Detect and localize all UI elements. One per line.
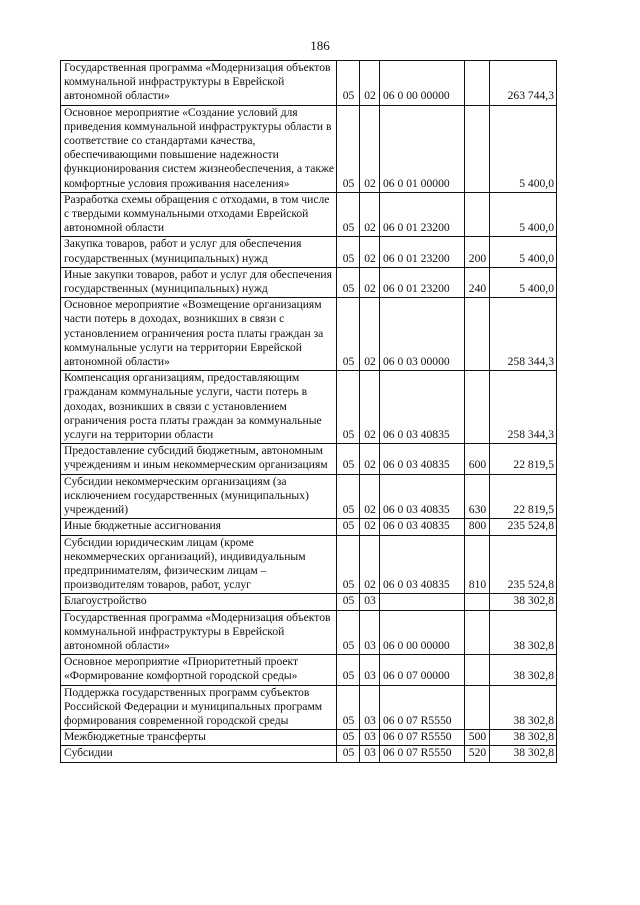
row-target-article-code: 06 0 00 00000 [380,61,465,106]
row-target-article-code: 06 0 07 R5550 [380,730,465,746]
table-row [61,594,557,610]
row-name: Субсидии юридическим лицам (кроме некоммерческих организаций), индивидуальным предпринимателям, физическим лицам – производителям товаров, работ, услуг [61,535,337,594]
row-target-article-code: 06 0 01 23200 [380,192,465,237]
row-amount: 38 302,8 [490,655,557,685]
row-name: Разработка схемы обращения с отходами, в том числе с твердыми коммунальными отходами Еврейской автономной области [61,192,337,237]
table-row [61,298,557,371]
row-name: Иные закупки товаров, работ и услуг для обеспечения государственных (муниципальных) нужд [61,267,337,297]
row-section-code: 05 [337,535,360,594]
table-row [61,730,557,746]
row-section-code: 05 [337,61,360,106]
row-expense-type-code [465,192,490,237]
row-target-article-code: 06 0 07 R5550 [380,685,465,730]
row-target-article-code: 06 0 00 00000 [380,610,465,655]
row-section-code: 05 [337,655,360,685]
row-expense-type-code: 600 [465,444,490,474]
row-target-article-code: 06 0 07 R5550 [380,746,465,762]
row-target-article-code: 06 0 03 40835 [380,535,465,594]
row-amount: 235 524,8 [490,519,557,535]
table-row [61,519,557,535]
row-subsection-code: 03 [360,746,380,762]
table-row [61,746,557,762]
row-expense-type-code [465,371,490,444]
row-expense-type-code [465,655,490,685]
row-amount: 5 400,0 [490,267,557,297]
row-section-code: 05 [337,610,360,655]
row-target-article-code: 06 0 01 00000 [380,105,465,192]
table-row [61,61,557,106]
row-target-article-code: 06 0 07 00000 [380,655,465,685]
row-name: Поддержка государственных программ субъектов Российской Федерации и муниципальных программ формирования современной городской среды [61,685,337,730]
row-expense-type-code [465,105,490,192]
row-amount: 263 744,3 [490,61,557,106]
row-section-code: 05 [337,474,360,519]
row-subsection-code: 02 [360,192,380,237]
table-row [61,267,557,297]
row-name: Предоставление субсидий бюджетным, автономным учреждениям и иным некоммерческим организациям [61,444,337,474]
row-target-article-code: 06 0 01 23200 [380,267,465,297]
row-expense-type-code [465,610,490,655]
row-section-code: 05 [337,519,360,535]
row-section-code: 05 [337,192,360,237]
row-subsection-code: 02 [360,267,380,297]
row-subsection-code: 02 [360,105,380,192]
row-subsection-code: 03 [360,655,380,685]
page-number: 186 [310,38,330,53]
table-row [61,535,557,594]
row-amount: 38 302,8 [490,730,557,746]
row-name: Субсидии некоммерческим организациям (за исключением государственных (муниципальных) учреждений) [61,474,337,519]
row-amount: 5 400,0 [490,105,557,192]
row-name: Иные бюджетные ассигнования [61,519,337,535]
row-expense-type-code: 240 [465,267,490,297]
row-name: Компенсация организациям, предоставляющим гражданам коммунальные услуги, части потерь в доходах, возникших в связи с установлением ограничения роста платы граждан за коммунальные услуги на территории области [61,371,337,444]
row-subsection-code: 03 [360,685,380,730]
row-subsection-code: 02 [360,519,380,535]
row-amount: 5 400,0 [490,192,557,237]
row-amount: 38 302,8 [490,594,557,610]
row-name: Благоустройство [61,594,337,610]
table-row [61,192,557,237]
row-expense-type-code: 200 [465,237,490,267]
row-target-article-code: 06 0 03 40835 [380,519,465,535]
row-amount: 38 302,8 [490,610,557,655]
row-subsection-code: 03 [360,610,380,655]
row-target-article-code: 06 0 01 23200 [380,237,465,267]
table-row [61,685,557,730]
row-name: Межбюджетные трансферты [61,730,337,746]
table-row [61,105,557,192]
table-row [61,237,557,267]
row-expense-type-code [465,61,490,106]
row-expense-type-code [465,685,490,730]
row-section-code: 05 [337,105,360,192]
row-name: Субсидии [61,746,337,762]
row-amount: 38 302,8 [490,685,557,730]
row-expense-type-code: 520 [465,746,490,762]
row-section-code: 05 [337,371,360,444]
row-name: Государственная программа «Модернизация объектов коммунальной инфраструктуры в Еврейской автономной области» [61,61,337,106]
row-section-code: 05 [337,730,360,746]
budget-table [60,60,557,763]
row-name: Основное мероприятие «Приоритетный проект «Формирование комфортной городской среды» [61,655,337,685]
row-subsection-code: 02 [360,444,380,474]
row-subsection-code: 02 [360,298,380,371]
row-expense-type-code: 630 [465,474,490,519]
table-row [61,655,557,685]
row-section-code: 05 [337,685,360,730]
row-section-code: 05 [337,267,360,297]
row-amount: 22 819,5 [490,474,557,519]
row-expense-type-code [465,298,490,371]
row-amount: 258 344,3 [490,371,557,444]
row-name: Закупка товаров, работ и услуг для обеспечения государственных (муниципальных) нужд [61,237,337,267]
table-row [61,610,557,655]
row-amount: 235 524,8 [490,535,557,594]
row-section-code: 05 [337,237,360,267]
row-target-article-code: 06 0 03 40835 [380,474,465,519]
row-subsection-code: 02 [360,61,380,106]
row-expense-type-code: 800 [465,519,490,535]
row-subsection-code: 03 [360,594,380,610]
row-amount: 38 302,8 [490,746,557,762]
table-row [61,371,557,444]
row-expense-type-code: 810 [465,535,490,594]
row-amount: 22 819,5 [490,444,557,474]
row-amount: 258 344,3 [490,298,557,371]
row-subsection-code: 02 [360,535,380,594]
row-expense-type-code [465,594,490,610]
row-subsection-code: 02 [360,371,380,444]
table-row [61,474,557,519]
row-subsection-code: 03 [360,730,380,746]
row-target-article-code: 06 0 03 40835 [380,444,465,474]
row-name: Основное мероприятие «Создание условий для приведения коммунальной инфраструктуры области в соответствие со стандартами качества, обеспечивающими повышение надежности функционирования систем жизнеобеспечения, а также комфортные условия проживания населения» [61,105,337,192]
row-target-article-code [380,594,465,610]
row-section-code: 05 [337,444,360,474]
row-expense-type-code: 500 [465,730,490,746]
row-section-code: 05 [337,746,360,762]
row-target-article-code: 06 0 03 40835 [380,371,465,444]
row-name: Основное мероприятие «Возмещение организациям части потерь в доходах, возникших в связи с установлением ограничения роста платы граждан за коммунальные услуги на территории Еврейской автономной области» [61,298,337,371]
row-name: Государственная программа «Модернизация объектов коммунальной инфраструктуры в Еврейской автономной области» [61,610,337,655]
row-section-code: 05 [337,298,360,371]
row-subsection-code: 02 [360,474,380,519]
row-subsection-code: 02 [360,237,380,267]
row-section-code: 05 [337,594,360,610]
row-amount: 5 400,0 [490,237,557,267]
row-target-article-code: 06 0 03 00000 [380,298,465,371]
table-row [61,444,557,474]
